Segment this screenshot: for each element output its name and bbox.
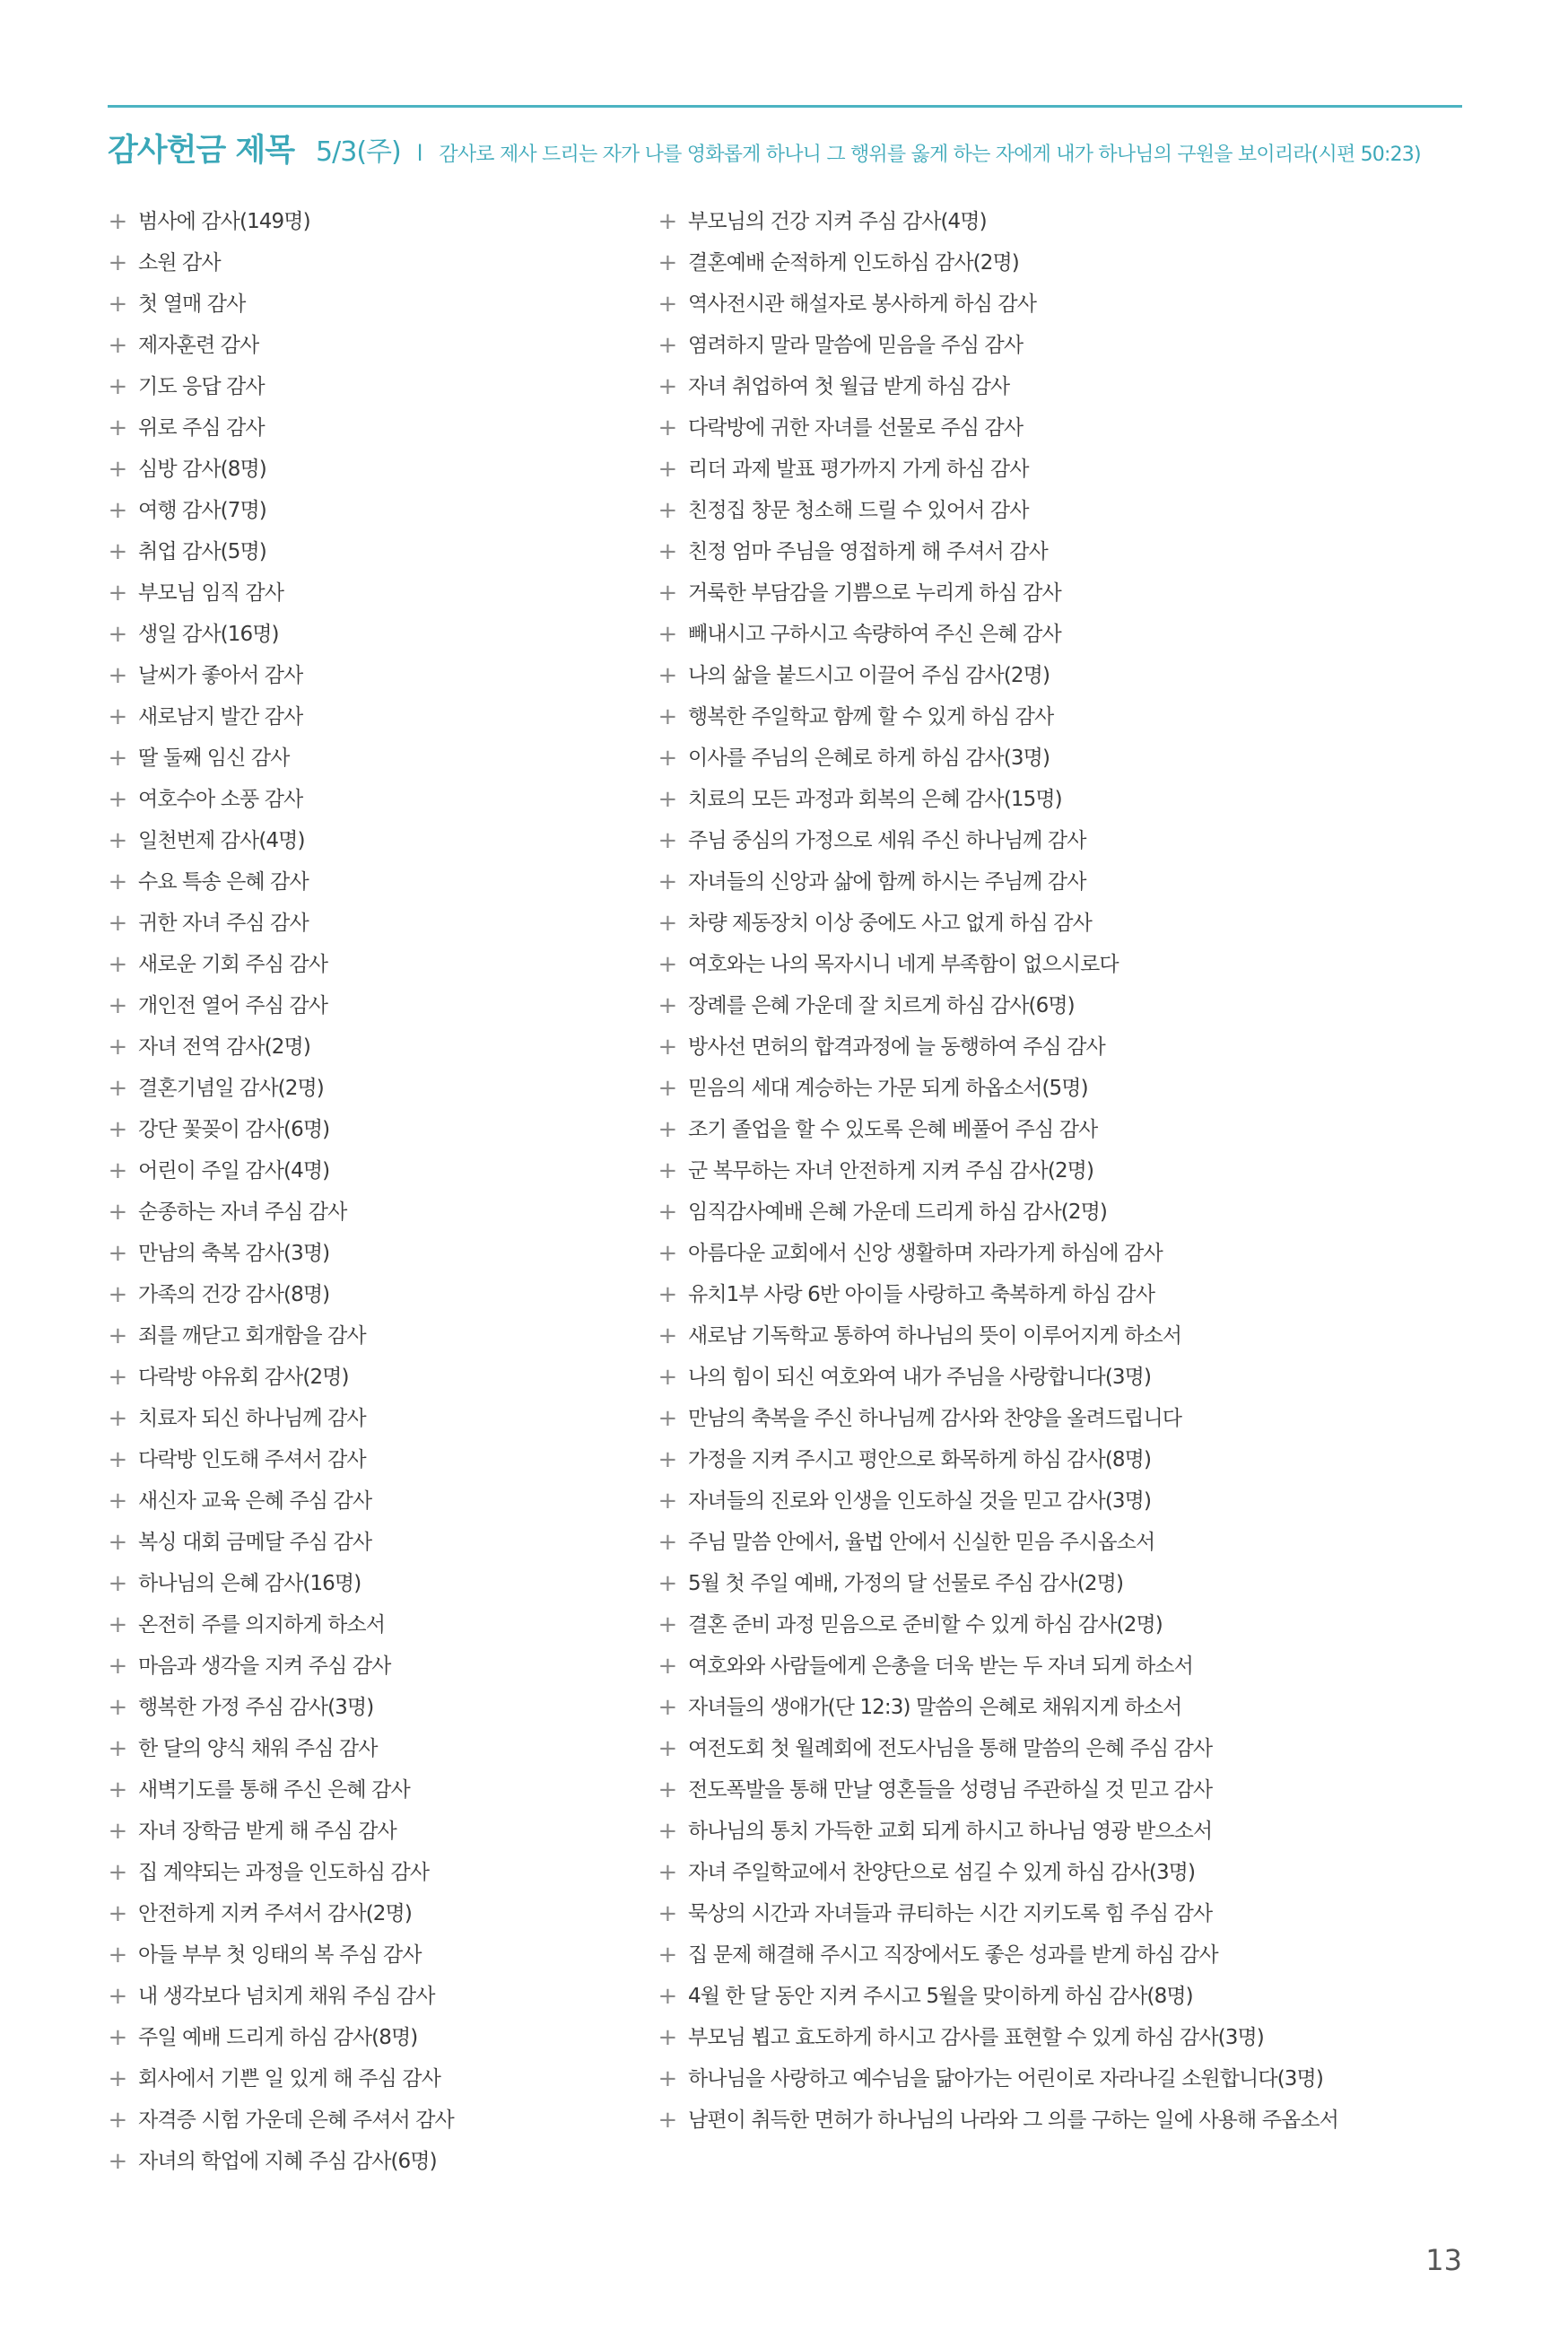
list-item-text: 유치1부 사랑 6반 아이들 사랑하고 축복하게 하심 감사 xyxy=(688,1283,1155,1306)
list-item xyxy=(658,1439,1465,1480)
plus-icon: + xyxy=(108,2148,127,2175)
plus-icon: + xyxy=(658,1199,677,1226)
list-item-text: 수요 특송 은혜 감사 xyxy=(138,870,309,894)
plus-icon: + xyxy=(658,1529,677,1556)
list-item-text: 가족의 건강 감사(8명) xyxy=(138,1283,330,1306)
list-item-text: 치료의 모든 과정과 회복의 은혜 감사(15명) xyxy=(688,788,1062,811)
list-item xyxy=(108,655,646,696)
list-item-text: 제자훈련 감사 xyxy=(138,334,259,357)
plus-icon: + xyxy=(108,1942,127,1969)
plus-icon: + xyxy=(108,1364,127,1391)
list-item xyxy=(658,2100,1465,2141)
list-item-text: 여호와와 사람들에게 은총을 더욱 받는 두 자녀 되게 하소서 xyxy=(688,1654,1193,1678)
list-item-text: 순종하는 자녀 주심 감사 xyxy=(138,1200,347,1224)
list-item-text: 전도폭발을 통해 만날 영혼들을 성령님 주관하실 것 믿고 감사 xyxy=(688,1778,1213,1802)
plus-icon: + xyxy=(658,1364,677,1391)
list-item xyxy=(108,1068,646,1109)
list-item-text: 첫 열매 감사 xyxy=(138,292,246,316)
plus-icon: + xyxy=(658,1240,677,1267)
list-item-text: 자녀 취업하여 첫 월급 받게 하심 감사 xyxy=(688,375,1010,398)
list-item-text: 부모님의 건강 지켜 주심 감사(4명) xyxy=(688,210,987,233)
list-item xyxy=(108,696,646,738)
list-item xyxy=(108,449,646,490)
list-item xyxy=(108,1439,646,1480)
list-item xyxy=(108,738,646,779)
list-item-text: 조기 졸업을 할 수 있도록 은혜 베풀어 주심 감사 xyxy=(688,1118,1098,1141)
list-item xyxy=(658,696,1465,738)
list-item xyxy=(108,242,646,284)
list-item-text: 치료자 되신 하나님께 감사 xyxy=(138,1407,366,1430)
section-header xyxy=(108,126,1471,176)
list-item xyxy=(658,1976,1465,2017)
plus-icon: + xyxy=(658,745,677,772)
list-item xyxy=(108,1026,646,1068)
plus-icon: + xyxy=(108,497,127,524)
list-item xyxy=(108,2058,646,2100)
list-item xyxy=(108,1934,646,1976)
list-item-text: 온전히 주를 의지하게 하소서 xyxy=(138,1613,386,1637)
plus-icon: + xyxy=(108,1446,127,1473)
header-rule xyxy=(108,105,1462,108)
list-item xyxy=(658,1604,1465,1646)
list-item-text: 새신자 교육 은혜 주심 감사 xyxy=(138,1489,372,1513)
list-item-text: 거룩한 부담감을 기쁨으로 누리게 하심 감사 xyxy=(688,581,1061,605)
list-item-text: 임직감사예배 은혜 가운데 드리게 하심 감사(2명) xyxy=(688,1200,1107,1224)
list-item-text: 자격증 시험 가운데 은혜 주셔서 감사 xyxy=(138,2108,454,2132)
list-item-text: 5월 첫 주일 예배, 가정의 달 선물로 주심 감사(2명) xyxy=(688,1572,1124,1595)
plus-icon: + xyxy=(658,1116,677,1143)
list-item xyxy=(658,490,1465,531)
list-item xyxy=(658,944,1465,985)
list-item xyxy=(658,1563,1465,1604)
list-item-text: 기도 응답 감사 xyxy=(138,375,265,398)
list-item xyxy=(108,1604,646,1646)
list-item xyxy=(108,820,646,861)
list-item-text: 위로 주심 감사 xyxy=(138,416,265,440)
list-item-text: 집 계약되는 과정을 인도하심 감사 xyxy=(138,1861,430,1884)
list-item-text: 새로남 기독학교 통하여 하나님의 뜻이 이루어지게 하소서 xyxy=(688,1324,1182,1348)
list-item xyxy=(108,2017,646,2058)
plus-icon: + xyxy=(108,1570,127,1597)
list-item-text: 내 생각보다 넘치게 채워 주심 감사 xyxy=(138,1985,435,2008)
plus-icon: + xyxy=(658,1818,677,1845)
list-item xyxy=(658,201,1465,242)
list-item xyxy=(108,1769,646,1811)
list-item-text: 개인전 열어 주심 감사 xyxy=(138,994,328,1017)
plus-icon: + xyxy=(108,703,127,730)
plus-icon: + xyxy=(658,538,677,565)
list-item xyxy=(658,1109,1465,1150)
list-item xyxy=(658,407,1465,449)
plus-icon: + xyxy=(658,2107,677,2134)
plus-icon: + xyxy=(658,1488,677,1515)
list-item-text: 주님 중심의 가정으로 세워 주신 하나님께 감사 xyxy=(688,829,1086,852)
plus-icon: + xyxy=(108,1157,127,1184)
list-item-text: 만남의 축복을 주신 하나님께 감사와 찬양을 올려드립니다 xyxy=(688,1407,1182,1430)
thanksgiving-list-right xyxy=(658,201,1465,2141)
list-item-text: 다락방 야유회 감사(2명) xyxy=(138,1366,349,1389)
plus-icon: + xyxy=(658,1405,677,1432)
plus-icon: + xyxy=(108,951,127,978)
list-item xyxy=(658,779,1465,820)
plus-icon: + xyxy=(658,249,677,276)
list-item-text: 친정집 창문 청소해 드릴 수 있어서 감사 xyxy=(688,499,1029,522)
plus-icon: + xyxy=(108,1818,127,1845)
list-item-text: 결혼예배 순적하게 인도하심 감사(2명) xyxy=(688,251,1019,275)
list-item xyxy=(658,572,1465,614)
list-item xyxy=(108,1563,646,1604)
list-item xyxy=(658,449,1465,490)
plus-icon: + xyxy=(108,291,127,318)
list-item xyxy=(108,284,646,325)
plus-icon: + xyxy=(108,2107,127,2134)
plus-icon: + xyxy=(108,1859,127,1886)
list-item-text: 자녀의 학업에 지혜 주심 감사(6명) xyxy=(138,2150,437,2173)
list-item xyxy=(108,614,646,655)
list-item-text: 어린이 주일 감사(4명) xyxy=(138,1159,330,1183)
list-item-text: 복싱 대회 금메달 주심 감사 xyxy=(138,1531,372,1554)
list-item xyxy=(658,284,1465,325)
plus-icon: + xyxy=(108,1529,127,1556)
plus-icon: + xyxy=(658,332,677,359)
list-item xyxy=(108,1150,646,1192)
plus-icon: + xyxy=(658,291,677,318)
list-item xyxy=(658,325,1465,366)
list-item-text: 묵상의 시간과 자녀들과 큐티하는 시간 지키도록 힘 주심 감사 xyxy=(688,1902,1213,1925)
list-item-text: 하나님의 통치 가득한 교회 되게 하시고 하나님 영광 받으소서 xyxy=(688,1820,1213,1843)
list-item-text: 일천번제 감사(4명) xyxy=(138,829,305,852)
plus-icon: + xyxy=(108,332,127,359)
list-item xyxy=(658,820,1465,861)
list-item xyxy=(108,1811,646,1852)
plus-icon: + xyxy=(658,1900,677,1927)
list-item xyxy=(658,1026,1465,1068)
list-item xyxy=(108,572,646,614)
plus-icon: + xyxy=(658,827,677,854)
plus-icon: + xyxy=(658,1034,677,1061)
list-item xyxy=(108,325,646,366)
plus-icon: + xyxy=(658,703,677,730)
list-item xyxy=(658,1398,1465,1439)
plus-icon: + xyxy=(108,745,127,772)
list-item xyxy=(108,1480,646,1522)
list-item xyxy=(108,779,646,820)
list-item xyxy=(658,1233,1465,1274)
plus-icon: + xyxy=(658,1983,677,2010)
list-item-text: 새로운 기회 주심 감사 xyxy=(138,953,328,976)
plus-icon: + xyxy=(108,786,127,813)
list-item xyxy=(658,2017,1465,2058)
plus-icon: + xyxy=(108,1653,127,1680)
list-item-text: 나의 힘이 되신 여호와여 내가 주님을 사랑합니다(3명) xyxy=(688,1366,1152,1389)
list-item-text: 여전도회 첫 월례회에 전도사님을 통해 말씀의 은혜 주심 감사 xyxy=(688,1737,1213,1760)
plus-icon: + xyxy=(108,1900,127,1927)
list-item xyxy=(108,861,646,903)
list-item-text: 남편이 취득한 면허가 하나님의 나라와 그 의를 구하는 일에 사용해 주옵소서 xyxy=(688,2108,1338,2132)
list-item-text: 안전하게 지켜 주셔서 감사(2명) xyxy=(138,1902,412,1925)
plus-icon: + xyxy=(108,910,127,937)
plus-icon: + xyxy=(108,1405,127,1432)
list-item xyxy=(658,738,1465,779)
plus-icon: + xyxy=(658,2065,677,2092)
list-item xyxy=(108,903,646,944)
list-item-text: 주님 말씀 안에서, 율법 안에서 신실한 믿음 주시옵소서 xyxy=(688,1531,1155,1554)
list-item-text: 날씨가 좋아서 감사 xyxy=(138,664,303,687)
list-item xyxy=(658,1646,1465,1687)
plus-icon: + xyxy=(658,786,677,813)
plus-icon: + xyxy=(108,208,127,235)
list-item xyxy=(108,1109,646,1150)
list-item-text: 이사를 주님의 은혜로 하게 하심 감사(3명) xyxy=(688,746,1050,770)
list-item xyxy=(658,2058,1465,2100)
list-item xyxy=(658,1811,1465,1852)
plus-icon: + xyxy=(108,249,127,276)
list-item xyxy=(658,655,1465,696)
list-item-text: 가정을 지켜 주시고 평안으로 화목하게 하심 감사(8명) xyxy=(688,1448,1152,1471)
plus-icon: + xyxy=(108,1777,127,1803)
plus-icon: + xyxy=(658,1157,677,1184)
plus-icon: + xyxy=(108,1034,127,1061)
list-item-text: 자녀 주일학교에서 찬양단으로 섬길 수 있게 하심 감사(3명) xyxy=(688,1861,1196,1884)
plus-icon: + xyxy=(108,1323,127,1349)
list-item-text: 귀한 자녀 주심 감사 xyxy=(138,912,309,935)
list-item-text: 4월 한 달 동안 지켜 주시고 5월을 맞이하게 하심 감사(8명) xyxy=(688,1985,1193,2008)
plus-icon: + xyxy=(108,2065,127,2092)
list-item xyxy=(108,407,646,449)
list-item-text: 역사전시관 해설자로 봉사하게 하심 감사 xyxy=(688,292,1037,316)
plus-icon: + xyxy=(658,1777,677,1803)
list-item xyxy=(658,1274,1465,1315)
plus-icon: + xyxy=(658,1570,677,1597)
plus-icon: + xyxy=(658,1446,677,1473)
plus-icon: + xyxy=(108,869,127,895)
list-item-text: 염려하지 말라 말씀에 믿음을 주심 감사 xyxy=(688,334,1024,357)
list-item-text: 주일 예배 드리게 하심 감사(8명) xyxy=(138,2026,418,2049)
scripture-verse: 감사로 제사 드리는 자가 나를 영화롭게 하나니 그 행위를 옳게 하는 자에게 내가 하나님의 구원을 보이리라(시편 50:23) xyxy=(439,144,1421,166)
list-item-text: 딸 둘째 임신 감사 xyxy=(138,746,290,770)
thanksgiving-list-left xyxy=(108,201,646,2182)
plus-icon: + xyxy=(658,951,677,978)
list-item-text: 한 달의 양식 채워 주심 감사 xyxy=(138,1737,378,1760)
list-item xyxy=(108,1646,646,1687)
list-item xyxy=(658,1852,1465,1893)
plus-icon: + xyxy=(108,992,127,1019)
list-item xyxy=(658,531,1465,572)
list-item xyxy=(658,985,1465,1026)
list-item-text: 하나님을 사랑하고 예수님을 닮아가는 어린이로 자라나길 소원합니다(3명) xyxy=(688,2067,1323,2091)
list-item-text: 다락방 인도해 주셔서 감사 xyxy=(138,1448,366,1471)
list-item xyxy=(108,1357,646,1398)
list-item xyxy=(108,1687,646,1728)
list-item xyxy=(108,2100,646,2141)
list-item xyxy=(658,1192,1465,1233)
list-item-text: 자녀 전역 감사(2명) xyxy=(138,1035,310,1059)
list-item xyxy=(658,614,1465,655)
plus-icon: + xyxy=(108,538,127,565)
plus-icon: + xyxy=(658,1694,677,1721)
plus-icon: + xyxy=(108,1983,127,2010)
list-item-text: 아들 부부 첫 잉태의 복 주심 감사 xyxy=(138,1943,422,1967)
plus-icon: + xyxy=(108,1116,127,1143)
list-item-text: 여호와는 나의 목자시니 네게 부족함이 없으시로다 xyxy=(688,953,1119,976)
list-item xyxy=(658,903,1465,944)
plus-icon: + xyxy=(658,208,677,235)
list-item-text: 여행 감사(7명) xyxy=(138,499,266,522)
plus-icon: + xyxy=(658,1611,677,1638)
list-item-text: 행복한 가정 주심 감사(3명) xyxy=(138,1696,374,1719)
plus-icon: + xyxy=(108,662,127,689)
list-item-text: 결혼 준비 과정 믿음으로 준비할 수 있게 하심 감사(2명) xyxy=(688,1613,1163,1637)
plus-icon: + xyxy=(658,662,677,689)
list-item xyxy=(658,1893,1465,1934)
plus-icon: + xyxy=(658,497,677,524)
list-item-text: 범사에 감사(149명) xyxy=(138,210,310,233)
plus-icon: + xyxy=(658,621,677,648)
list-item xyxy=(658,1769,1465,1811)
plus-icon: + xyxy=(108,1075,127,1102)
list-item xyxy=(108,1728,646,1769)
list-item-text: 소원 감사 xyxy=(138,251,221,275)
list-item-text: 마음과 생각을 지켜 주심 감사 xyxy=(138,1654,391,1678)
list-item-text: 만남의 축복 감사(3명) xyxy=(138,1242,330,1265)
plus-icon: + xyxy=(108,1611,127,1638)
plus-icon: + xyxy=(108,580,127,607)
plus-icon: + xyxy=(108,373,127,400)
plus-icon: + xyxy=(658,2024,677,2051)
list-item-text: 믿음의 세대 계승하는 가문 되게 하옵소서(5명) xyxy=(688,1077,1088,1100)
list-item xyxy=(658,1728,1465,1769)
plus-icon: + xyxy=(108,1735,127,1762)
list-item-text: 취업 감사(5명) xyxy=(138,540,266,563)
list-item xyxy=(658,366,1465,407)
list-item xyxy=(658,1315,1465,1357)
list-item-text: 방사선 면허의 합격과정에 늘 동행하여 주심 감사 xyxy=(688,1035,1105,1059)
list-item-text: 차량 제동장치 이상 중에도 사고 없게 하심 감사 xyxy=(688,912,1092,935)
list-item xyxy=(658,1480,1465,1522)
list-item xyxy=(108,1192,646,1233)
list-item-text: 친정 엄마 주님을 영접하게 해 주셔서 감사 xyxy=(688,540,1048,563)
plus-icon: + xyxy=(658,1859,677,1886)
plus-icon: + xyxy=(658,373,677,400)
plus-icon: + xyxy=(658,1281,677,1308)
list-item-text: 장례를 은혜 가운데 잘 치르게 하심 감사(6명) xyxy=(688,994,1075,1017)
plus-icon: + xyxy=(108,621,127,648)
list-item-text: 군 복무하는 자녀 안전하게 지켜 주심 감사(2명) xyxy=(688,1159,1094,1183)
plus-icon: + xyxy=(658,580,677,607)
list-item-text: 심방 감사(8명) xyxy=(138,458,266,481)
list-item-text: 리더 과제 발표 평가까지 가게 하심 감사 xyxy=(688,458,1029,481)
plus-icon: + xyxy=(658,1075,677,1102)
header-separator: l xyxy=(416,141,423,166)
list-item xyxy=(108,1852,646,1893)
list-item-text: 자녀들의 진로와 인생을 인도하실 것을 믿고 감사(3명) xyxy=(688,1489,1152,1513)
list-item xyxy=(108,366,646,407)
list-item-text: 여호수아 소풍 감사 xyxy=(138,788,303,811)
list-item xyxy=(658,1068,1465,1109)
list-item xyxy=(658,1150,1465,1192)
service-date: 5/3(주) xyxy=(316,136,401,168)
list-item-text: 새로남지 발간 감사 xyxy=(138,705,303,729)
plus-icon: + xyxy=(658,1942,677,1969)
plus-icon: + xyxy=(658,992,677,1019)
list-item-text: 자녀 장학금 받게 해 주심 감사 xyxy=(138,1820,396,1843)
list-item xyxy=(108,531,646,572)
list-item-text: 죄를 깨닫고 회개함을 감사 xyxy=(138,1324,366,1348)
list-item-text: 결혼기념일 감사(2명) xyxy=(138,1077,324,1100)
plus-icon: + xyxy=(658,910,677,937)
list-item-text: 생일 감사(16명) xyxy=(138,623,279,646)
list-item-text: 빼내시고 구하시고 속량하여 주신 은혜 감사 xyxy=(688,623,1061,646)
plus-icon: + xyxy=(108,1694,127,1721)
plus-icon: + xyxy=(108,1199,127,1226)
list-item xyxy=(108,1976,646,2017)
list-item-text: 새벽기도를 통해 주신 은혜 감사 xyxy=(138,1778,410,1802)
plus-icon: + xyxy=(108,415,127,441)
list-item xyxy=(658,242,1465,284)
list-item xyxy=(108,1233,646,1274)
list-item xyxy=(108,1274,646,1315)
list-item-text: 자녀들의 신앙과 삶에 함께 하시는 주님께 감사 xyxy=(688,870,1086,894)
plus-icon: + xyxy=(658,1653,677,1680)
plus-icon: + xyxy=(108,1240,127,1267)
list-item xyxy=(108,201,646,242)
plus-icon: + xyxy=(658,869,677,895)
page-title: 감사헌금 제목 xyxy=(108,133,295,169)
list-item-text: 강단 꽃꽂이 감사(6명) xyxy=(138,1118,330,1141)
list-item xyxy=(658,1934,1465,1976)
list-item xyxy=(108,985,646,1026)
list-item xyxy=(108,1522,646,1563)
list-item-text: 부모님 뵙고 효도하게 하시고 감사를 표현할 수 있게 하심 감사(3명) xyxy=(688,2026,1264,2049)
list-item xyxy=(658,861,1465,903)
plus-icon: + xyxy=(108,1488,127,1515)
plus-icon: + xyxy=(658,1735,677,1762)
list-item xyxy=(108,944,646,985)
plus-icon: + xyxy=(108,827,127,854)
plus-icon: + xyxy=(658,1323,677,1349)
list-item-text: 부모님 임직 감사 xyxy=(138,581,284,605)
list-item xyxy=(108,1315,646,1357)
list-item-text: 다락방에 귀한 자녀를 선물로 주심 감사 xyxy=(688,416,1024,440)
list-item xyxy=(658,1687,1465,1728)
list-item xyxy=(108,1398,646,1439)
list-item-text: 하나님의 은혜 감사(16명) xyxy=(138,1572,362,1595)
plus-icon: + xyxy=(108,1281,127,1308)
plus-icon: + xyxy=(658,415,677,441)
list-item-text: 회사에서 기쁜 일 있게 해 주심 감사 xyxy=(138,2067,440,2091)
list-item xyxy=(108,2141,646,2182)
plus-icon: + xyxy=(108,456,127,483)
list-item-text: 행복한 주일학교 함께 할 수 있게 하심 감사 xyxy=(688,705,1054,729)
list-item xyxy=(658,1357,1465,1398)
list-item-text: 나의 삶을 붙드시고 이끌어 주심 감사(2명) xyxy=(688,664,1050,687)
list-item-text: 아름다운 교회에서 신앙 생활하며 자라가게 하심에 감사 xyxy=(688,1242,1163,1265)
list-item xyxy=(108,490,646,531)
list-item-text: 자녀들의 생애가(단 12:3) 말씀의 은혜로 채워지게 하소서 xyxy=(688,1696,1182,1719)
list-item xyxy=(108,1893,646,1934)
list-item-text: 집 문제 해결해 주시고 직장에서도 좋은 성과를 받게 하심 감사 xyxy=(688,1943,1218,1967)
page-number: 13 xyxy=(1425,2243,1462,2277)
plus-icon: + xyxy=(108,2024,127,2051)
plus-icon: + xyxy=(658,456,677,483)
list-item xyxy=(658,1522,1465,1563)
